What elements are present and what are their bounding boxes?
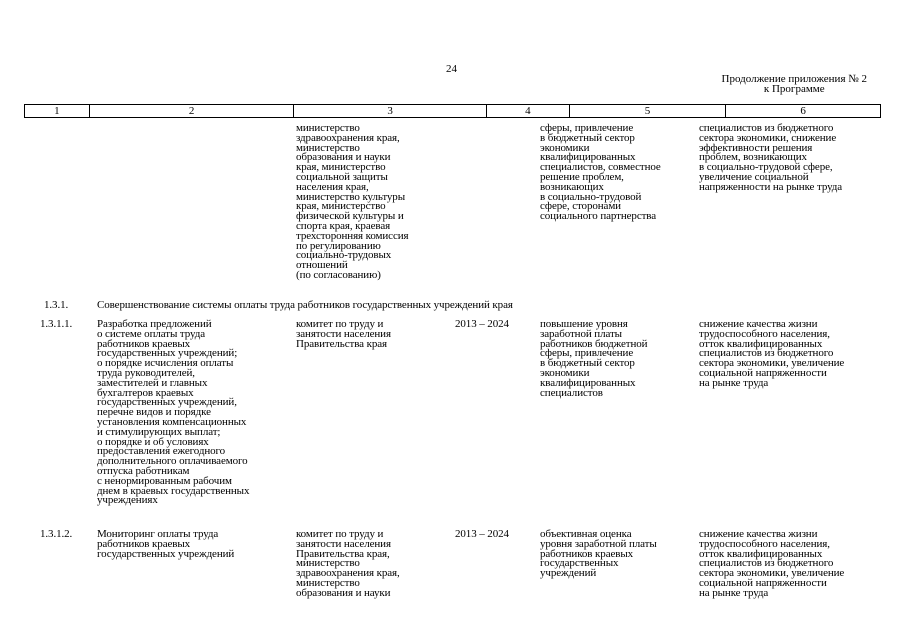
row-1-result: повышение уровня заработной платы работников бюджетной сферы, привлечение в бюджетный сектор экономики квалифицированных специалистов (540, 318, 648, 399)
header-col-6: 6 (800, 105, 806, 117)
row-2-consequence: снижение качества жизни трудоспособного населения, отток квалифицированных специалистов из бюджетного сектора экономики, увеличение социальной напряженности на рынке труда (699, 528, 845, 599)
header-col-5: 5 (570, 105, 727, 117)
page-number: 24 (446, 63, 457, 75)
table-header (24, 104, 881, 118)
top-row-consequence: специалистов из бюджетного сектора экономики, снижение эффективности решения проблем, возникающих в социально-трудовой сфере, увеличение социальной напряженности на рынке труда (699, 122, 843, 193)
top-row-executor: министерство здравоохранения края, министерство образования и науки края, министерство социальной защиты населения края, министерство культуры края, министерство физической культуры и спорта края, краевая трехсторонняя комиссия по регулированию социально-трудовых отношений (по согласованию) (296, 122, 409, 281)
row-2-period: 2013 – 2024 (455, 528, 509, 540)
section-number: 1.3.1. (44, 299, 69, 311)
row-2-result: объективная оценка уровня заработной платы работников краевых государственных учреждений (540, 528, 657, 580)
row-2-executor: комитет по труду и занятости населения Правительства края, министерство здравоохранения края, министерство образования и науки (296, 528, 400, 599)
appendix-line-2: к Программе (763, 83, 825, 95)
row-1-executor: комитет по труду и занятости населения Правительства края (296, 318, 391, 350)
section-title: Совершенствование системы оплаты труда работников государственных учреждений края (97, 299, 513, 311)
appendix-line-1: Продолжение приложения № 2 (721, 73, 867, 85)
row-2-number: 1.3.1.2. (40, 528, 73, 540)
header-col-2: 2 (90, 105, 295, 117)
row-1-period: 2013 – 2024 (455, 318, 509, 330)
appendix-continuation-note (722, 74, 867, 94)
header-col-3: 3 (294, 105, 487, 117)
row-1-number: 1.3.1.1. (40, 318, 73, 330)
header-col-4: 4 (487, 105, 570, 117)
row-2-activity: Мониторинг оплаты труда работников краевых государственных учреждений (97, 528, 235, 560)
top-row-result: сферы, привлечение в бюджетный сектор экономики квалифицированных специалистов, совместное решение проблем, возникающих в социально-трудовой сфере, сторонами социального партнерства (540, 122, 661, 223)
row-1-consequence: снижение качества жизни трудоспособного населения, отток квалифицированных специалистов из бюджетного сектора экономики, увеличение социальной напряженности на рынке труда (699, 318, 845, 389)
header-col-1: 1 (25, 105, 90, 117)
row-1-activity: Разработка предложений о системе оплаты труда работников краевых государственных учреждений; о порядке исчисления оплаты труда руководителей, заместителей и главных бухгалтеров краевых государственных учреждений, перечне видов и порядке установления компенсационных и стимулирующих выплат; о порядке и об условиях предоставления ежегодного дополнительного оплачиваемого отпуска работникам с ненормированным рабочим днем в краевых государственных учреждениях (97, 318, 250, 507)
